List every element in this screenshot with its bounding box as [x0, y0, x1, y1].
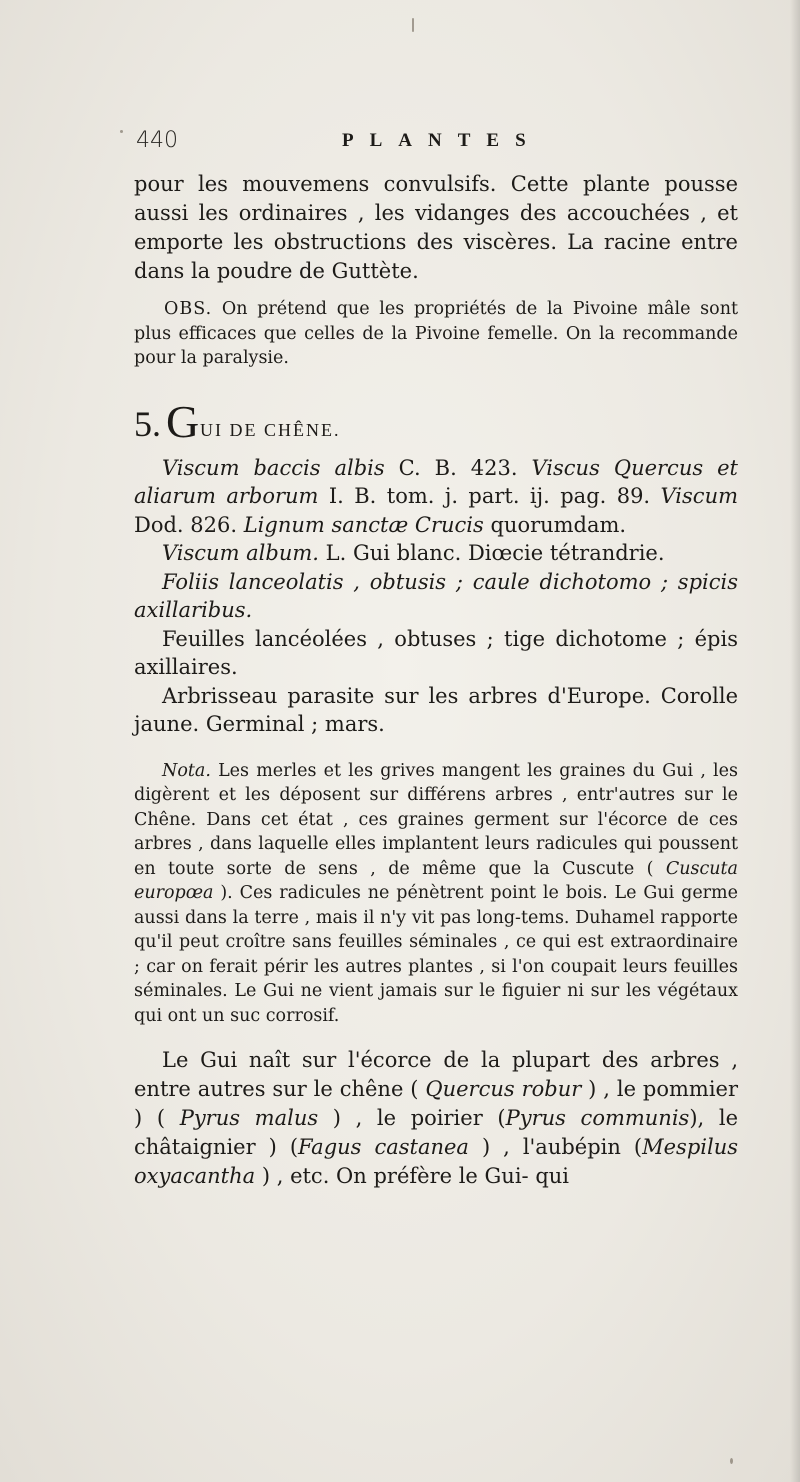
- section-initial: G: [166, 395, 200, 447]
- italic-run: Viscum: [660, 484, 739, 508]
- text-run: Dod. 826.: [134, 512, 244, 537]
- linnaeus-paragraph: [134, 539, 738, 568]
- obs-text: On prétend que les propriétés de la Pivoine mâle sont plus efficaces que celles de la Pivoine femelle. On la recommande pour la paralysie.: [134, 299, 738, 368]
- page-header: [136, 128, 736, 168]
- text-run: ) , l'aubépin (: [468, 1135, 643, 1159]
- text-run: ) , le pommier ) (: [134, 1077, 739, 1130]
- section-heading: [134, 395, 738, 451]
- ink-speck: [730, 1458, 733, 1464]
- italic-run: Pyrus malus: [179, 1106, 319, 1130]
- page-edge-shadow: [790, 0, 800, 1482]
- intro-paragraph: pour les mouvemens convulsifs. Cette plante pousse aussi les ordinaires , les vidanges des accouchées , et emporte les obstructions des viscères. La racine entre dans la poudre de Guttète.: [134, 172, 738, 283]
- text-run: ). Ces radicules ne pénètrent point le bois. Le Gui germe aussi dans la terre , mais il n'y vit pas long-tems. Duhamel rapporte qu'il peut croître sans feuilles séminales , ce qui est extraordinaire ; car on ferait périr les autres plantes , si l'on coupait leurs feuilles séminales. Le Gui ne vient jamais sur le figuier ni sur les végétaux qui ont un suc corrosif.: [134, 883, 738, 1026]
- italic-run: Viscus Quercus et aliarum arborum: [134, 455, 738, 508]
- final-paragraph: [134, 1046, 738, 1191]
- italic-run: Cuscuta europœa: [134, 858, 738, 903]
- text-run: ) , le poirier (: [318, 1106, 506, 1130]
- obs-label: OBS.: [164, 299, 213, 319]
- synonymy-paragraph: [134, 454, 738, 540]
- text-run: Le Gui naît sur l'écorce de la plupart des arbres , entre autres sur le chêne (: [134, 1048, 738, 1101]
- italic-run: Pyrus communis: [505, 1106, 690, 1130]
- text-run: L. Gui blanc. Diœcie tétrandrie.: [318, 541, 665, 565]
- text-run: C. B. 423.: [384, 455, 532, 480]
- text-run: ) , etc. On préfère le Gui- qui: [255, 1164, 570, 1188]
- italic-run: Nota.: [162, 760, 211, 781]
- italic-run: Mespilus oxyacantha: [134, 1135, 738, 1188]
- page-body: [134, 170, 738, 1191]
- page-number: 440: [136, 128, 178, 153]
- ink-speck: [412, 18, 414, 32]
- french-diagnosis: Feuilles lancéolées , obtuses ; tige dichotome ; épis axillaires.: [134, 626, 738, 679]
- section-title: UI DE CHÊNE.: [200, 419, 341, 440]
- text-run: I. B. tom. j. part. ij. pag. 89.: [318, 484, 661, 508]
- section-number: 5.: [134, 403, 161, 444]
- italic-run: Lignum sanctæ Crucis: [243, 512, 484, 537]
- text-run: quorumdam.: [483, 512, 627, 537]
- italic-run: Fagus castanea: [298, 1135, 469, 1159]
- obs-paragraph: [134, 297, 738, 371]
- running-title: PLANTES: [342, 130, 542, 151]
- text-run: ), le châtaignier ) (: [134, 1106, 738, 1159]
- habitat-paragraph: Arbrisseau parasite sur les arbres d'Europe. Corolle jaune. Germinal ; mars.: [134, 683, 738, 736]
- italic-run: Viscum album.: [162, 541, 319, 565]
- italic-run: Viscum baccis albis: [162, 455, 385, 480]
- text-run: Les merles et les grives mangent les graines du Gui , les digèrent et les déposent sur différens arbres , entr'autres sur le Chêne. Dans cet état , ces graines germent sur l'écorce de ces arbres , dans laquelle elles implantent leurs radicules qui poussent en toute sorte de sens , de même que la Cuscute (: [134, 760, 738, 879]
- ink-speck: [120, 130, 123, 133]
- latin-diagnosis: Foliis lanceolatis , obtusis ; caule dichotomo ; spicis axillaribus.: [134, 569, 738, 622]
- nota-paragraph: [134, 759, 738, 1029]
- italic-run: Quercus robur: [425, 1077, 582, 1101]
